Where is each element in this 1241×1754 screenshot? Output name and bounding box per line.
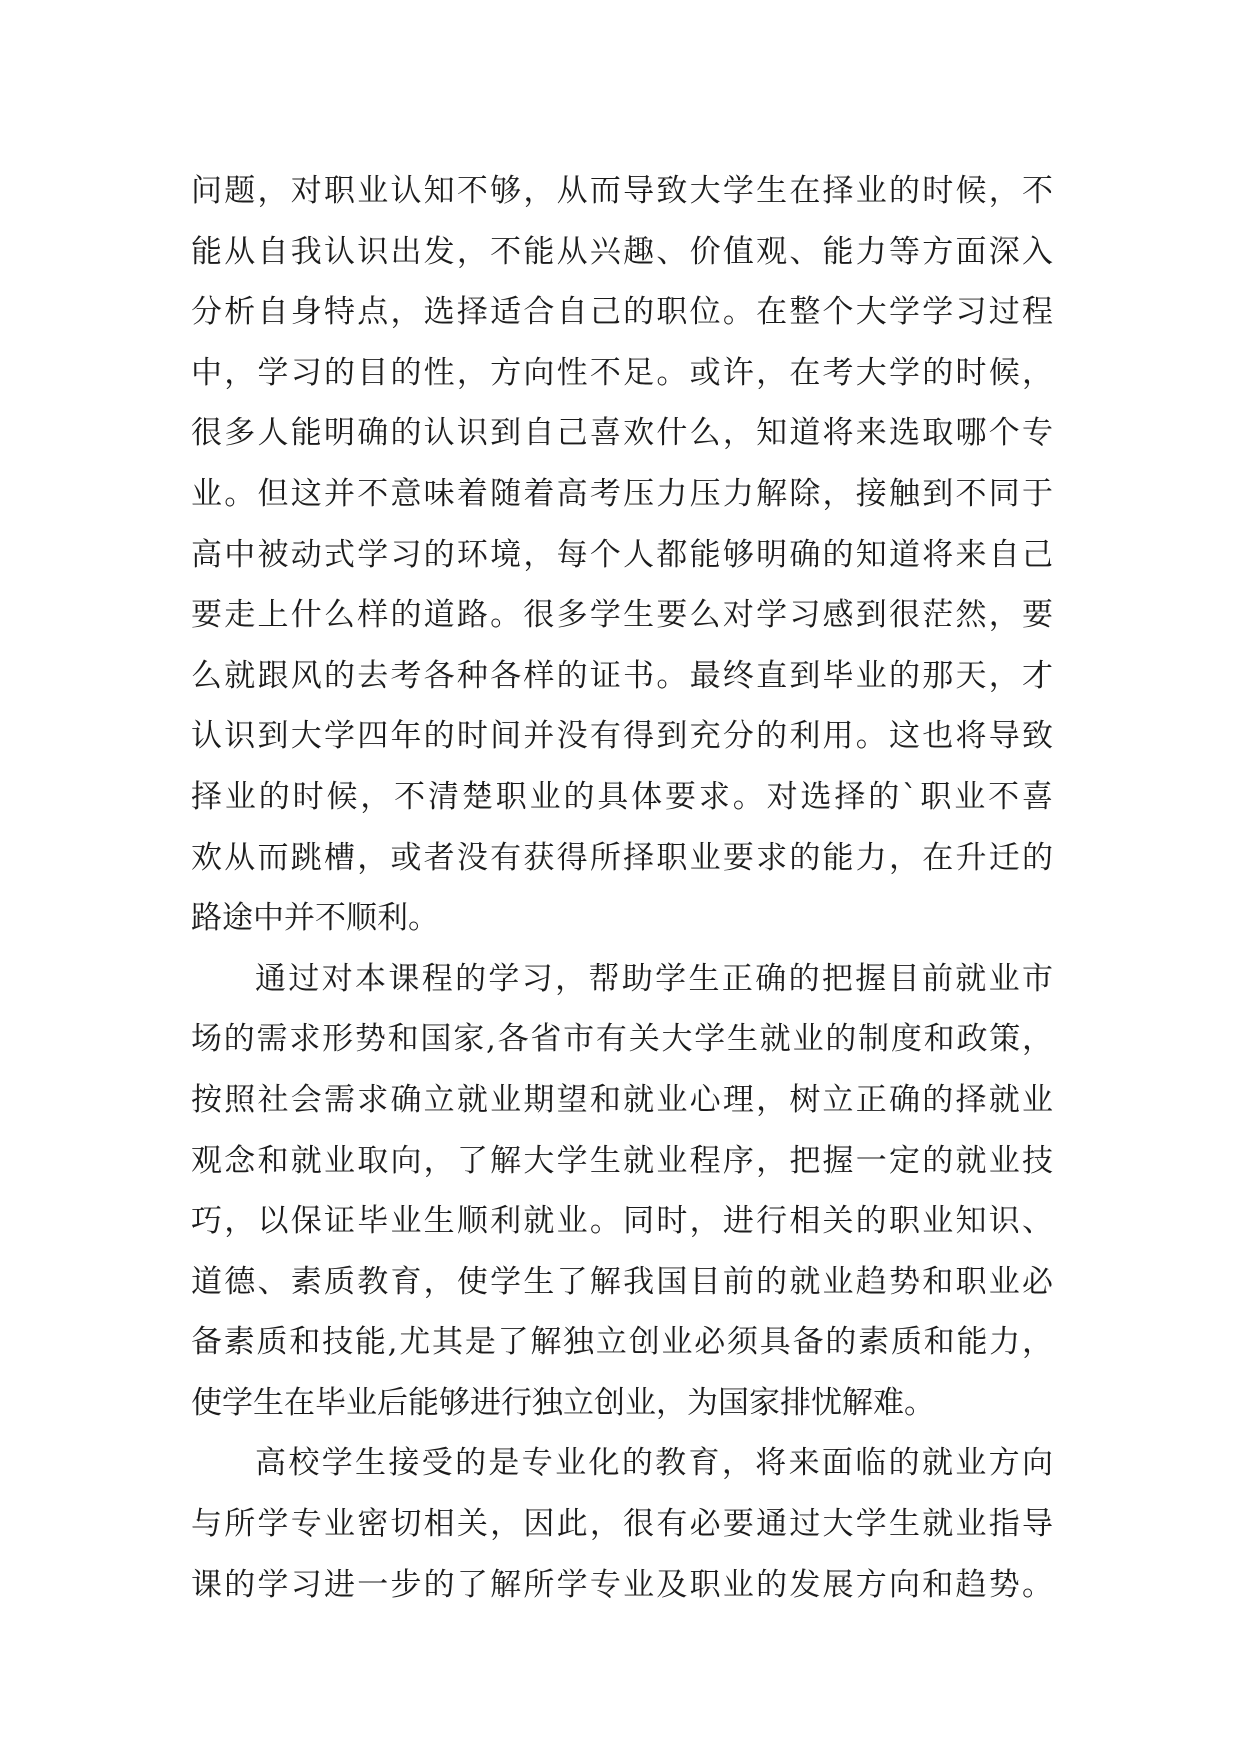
text-line: 与所学专业密切相关，因此，很有必要通过大学生就业指导 [191, 1506, 1053, 1543]
text-line: 认识到大学四年的时间并没有得到充分的利用。这也将导致 [191, 718, 1053, 755]
text-line: 巧，以保证毕业生顺利就业。同时，进行相关的职业知识、 [191, 1203, 1053, 1240]
text-line: 场的需求形势和国家,各省市有关大学生就业的制度和政策， [191, 1021, 1053, 1058]
text-line: 择业的时候，不清楚职业的具体要求。对选择的`职业不喜 [191, 778, 1053, 815]
paragraph-3 [191, 1433, 1053, 1615]
text-line: 很多人能明确的认识到自己喜欢什么，知道将来选取哪个专 [191, 415, 1053, 452]
text-line: 要走上什么样的道路。很多学生要么对学习感到很茫然，要 [191, 597, 1053, 634]
text-line: 能从自我认识出发，不能从兴趣、价值观、能力等方面深入 [191, 233, 1053, 270]
text-line: 路途中并不顺利。 [191, 900, 439, 937]
text-line: 备素质和技能,尤其是了解独立创业必须具备的素质和能力， [191, 1324, 1053, 1361]
text-line: 按照社会需求确立就业期望和就业心理，树立正确的择就业 [191, 1081, 1053, 1118]
document-body [191, 161, 1053, 1615]
text-line: 课的学习进一步的了解所学专业及职业的发展方向和趋势。 [191, 1566, 1053, 1603]
text-line: 么就跟风的去考各种各样的证书。最终直到毕业的那天，才 [191, 657, 1053, 694]
text-line: 道德、素质教育，使学生了解我国目前的就业趋势和职业必 [191, 1263, 1053, 1300]
text-line: 欢从而跳槽，或者没有获得所择职业要求的能力，在升迁的 [191, 839, 1053, 876]
text-line: 分析自身特点，选择适合自己的职位。在整个大学学习过程 [191, 294, 1053, 331]
text-line: 高中被动式学习的环境，每个人都能够明确的知道将来自己 [191, 536, 1053, 573]
text-line: 观念和就业取向，了解大学生就业程序，把握一定的就业技 [191, 1142, 1053, 1179]
paragraph-1 [191, 161, 1053, 949]
text-line: 中，学习的目的性，方向性不足。或许，在考大学的时候， [191, 354, 1053, 391]
text-line: 业。但这并不意味着随着高考压力压力解除，接触到不同于 [191, 475, 1053, 512]
text-line: 通过对本课程的学习，帮助学生正确的把握目前就业市 [255, 960, 1053, 997]
paragraph-2 [191, 949, 1053, 1434]
text-line: 高校学生接受的是专业化的教育，将来面临的就业方向 [255, 1445, 1053, 1482]
text-line: 使学生在毕业后能够进行独立创业，为国家排忧解难。 [191, 1384, 935, 1421]
text-line: 问题，对职业认知不够，从而导致大学生在择业的时候，不 [191, 173, 1053, 209]
